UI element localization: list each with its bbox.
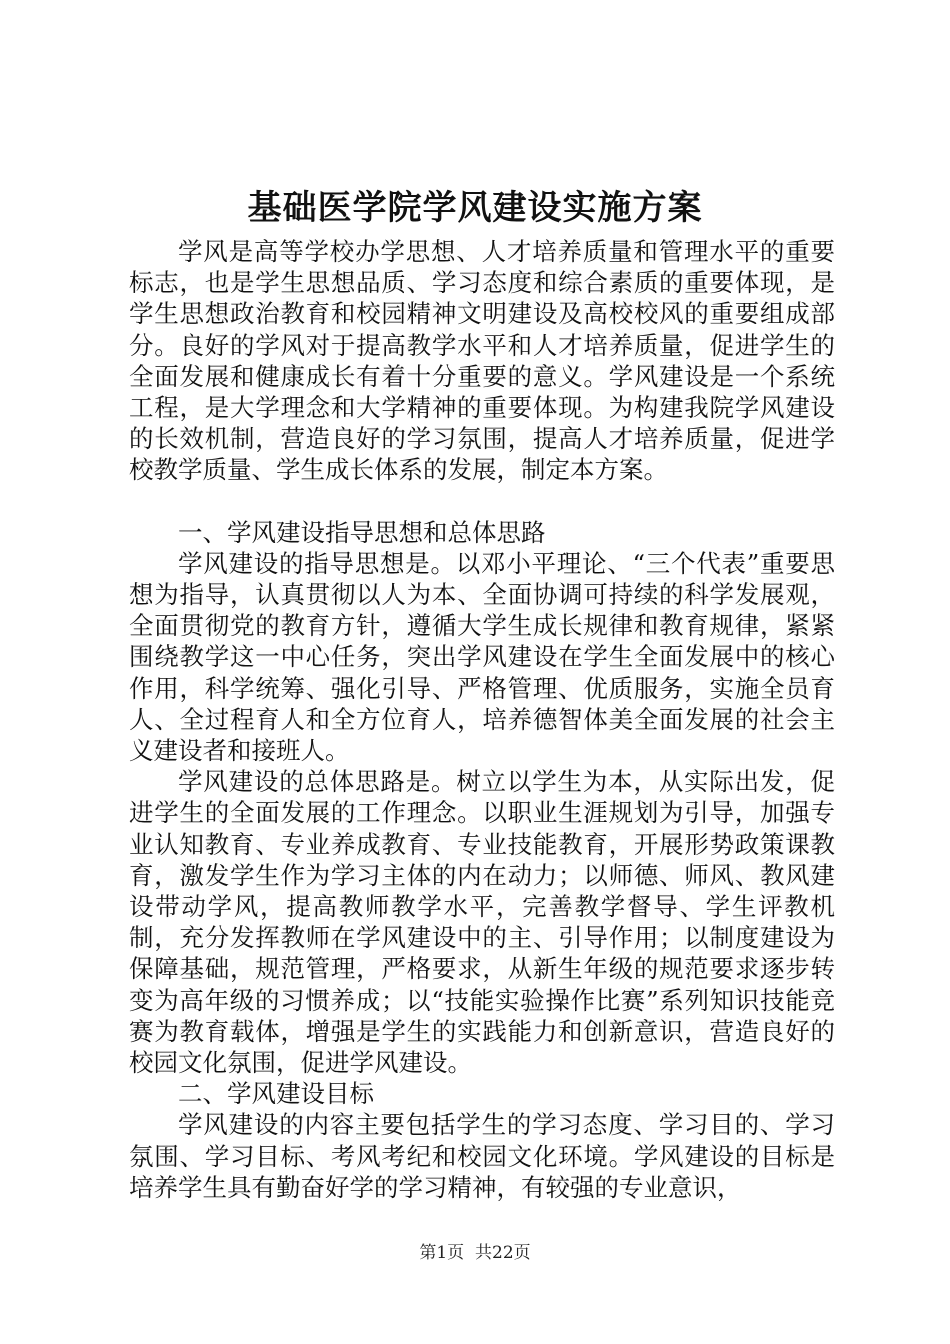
page-number: 第1页 [419, 1243, 465, 1263]
paragraph-intro: 学风是高等学校办学思想、人才培养质量和管理水平的重要标志，也是学生思想品质、学习态度和综合素质的重要体现，是学生思想政治教育和校园精神文明建设及高校校风的重要组成部分。良好的学风对于提高教学水平和人才培养质量，促进学生的全面发展和健康成长有着十分重要的意义。学风建设是一个系统工程，是大学理念和大学精神的重要体现。为构建我院学风建设的长效机制，营造良好的学习氛围，提高人才培养质量，促进学校教学质量、学生成长体系的发展，制定本方案。 [129, 237, 835, 485]
document-title: 基础医学院学风建设实施方案 [247, 188, 703, 228]
paragraph-guiding-thought: 学风建设的指导思想是。以邓小平理论、“三个代表”重要思想为指导，认真贯彻以人为本、全面协调可持续的科学发展观，全面贯彻党的教育方针，遵循大学生成长规律和教育规律，紧紧围绕教学这一中心任务，突出学风建设在学生全面发展中的核心作用，科学统筹、强化引导、严格管理、优质服务，实施全员育人、全过程育人和全方位育人，培养德智体美全面发展的社会主义建设者和接班人。 [129, 548, 835, 766]
paragraph-goals: 学风建设的内容主要包括学生的学习态度、学习目的、学习氛围、学习目标、考风考纪和校园文化环境。学风建设的目标是培养学生具有勤奋好学的学习精神，有较强的专业意识， [129, 1110, 835, 1202]
section-heading-2: 二、学风建设目标 [178, 1079, 374, 1109]
page-footer [0, 1241, 950, 1265]
paragraph-overall-approach: 学风建设的总体思路是。树立以学生为本，从实际出发，促进学生的全面发展的工作理念。以职业生涯规划为引导，加强专业认知教育、专业养成教育、专业技能教育，开展形势政策课教育，激发学生作为学习主体的内在动力；以师德、师风、教风建设带动学风，提高教师教学水平，完善教学督导、学生评教机制，充分发挥教师在学风建设中的主、引导作用；以制度建设为保障基础，规范管理，严格要求，从新生年级的规范要求逐步转变为高年级的习惯养成；以“技能实验操作比赛”系列知识技能竞赛为教育载体，增强是学生的实践能力和创新意识，营造良好的校园文化氛围，促进学风建设。 [129, 767, 835, 1078]
section-heading-1: 一、学风建设指导思想和总体思路 [178, 517, 546, 547]
document-body [129, 236, 835, 1203]
page-total: 共22页 [475, 1243, 531, 1263]
paragraph-spacer [129, 486, 835, 517]
